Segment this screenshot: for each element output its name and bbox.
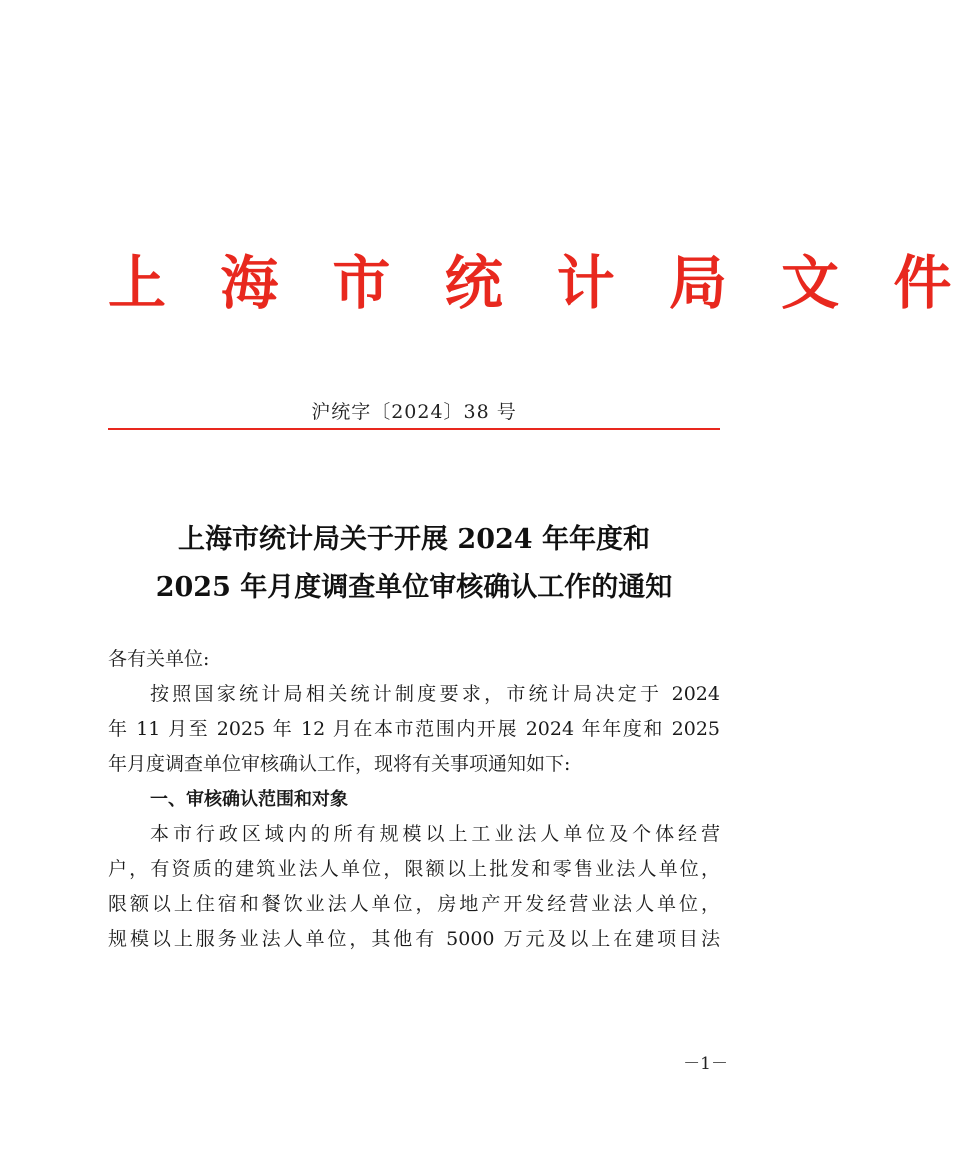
intro-line-1: 按照国家统计局相关统计制度要求，市统计局决定于 2024 [150, 683, 720, 705]
intro-paragraph [108, 677, 720, 782]
salutation: 各有关单位: [108, 648, 210, 670]
intro-line-2: 年 11 月至 2025 年 12 月在本市范围内开展 2024 年年度和 2025 [108, 718, 720, 740]
section-heading-1: 一、审核确认范围和对象 [150, 789, 348, 810]
title-line-1: 上海市统计局关于开展 2024 年年度和 [178, 524, 650, 555]
title-line-2: 2025 年月度调查单位审核确认工作的通知 [155, 572, 673, 603]
scope-line-3: 限额以上住宿和餐饮业法人单位，房地产开发经营业法人单位， [108, 893, 720, 915]
document-title [108, 516, 720, 612]
scope-line-4: 规模以上服务业法人单位，其他有 5000 万元及以上在建项目法 [108, 928, 720, 950]
intro-line-3: 年月度调查单位审核确认工作，现将有关事项通知如下: [108, 753, 571, 775]
scope-paragraph [108, 817, 720, 957]
scope-line-1: 本市行政区域内的所有规模以上工业法人单位及个体经营 [150, 823, 720, 845]
red-divider-line [108, 428, 720, 430]
document-number: 沪统字〔2024〕38 号 [311, 401, 517, 423]
scope-line-2: 户，有资质的建筑业法人单位，限额以上批发和零售业法人单位， [108, 858, 720, 880]
page-number: －1－ [683, 1054, 728, 1074]
document-body [108, 642, 720, 957]
document-masthead: 上 海 市 统 计 局 文 件 [108, 249, 968, 317]
